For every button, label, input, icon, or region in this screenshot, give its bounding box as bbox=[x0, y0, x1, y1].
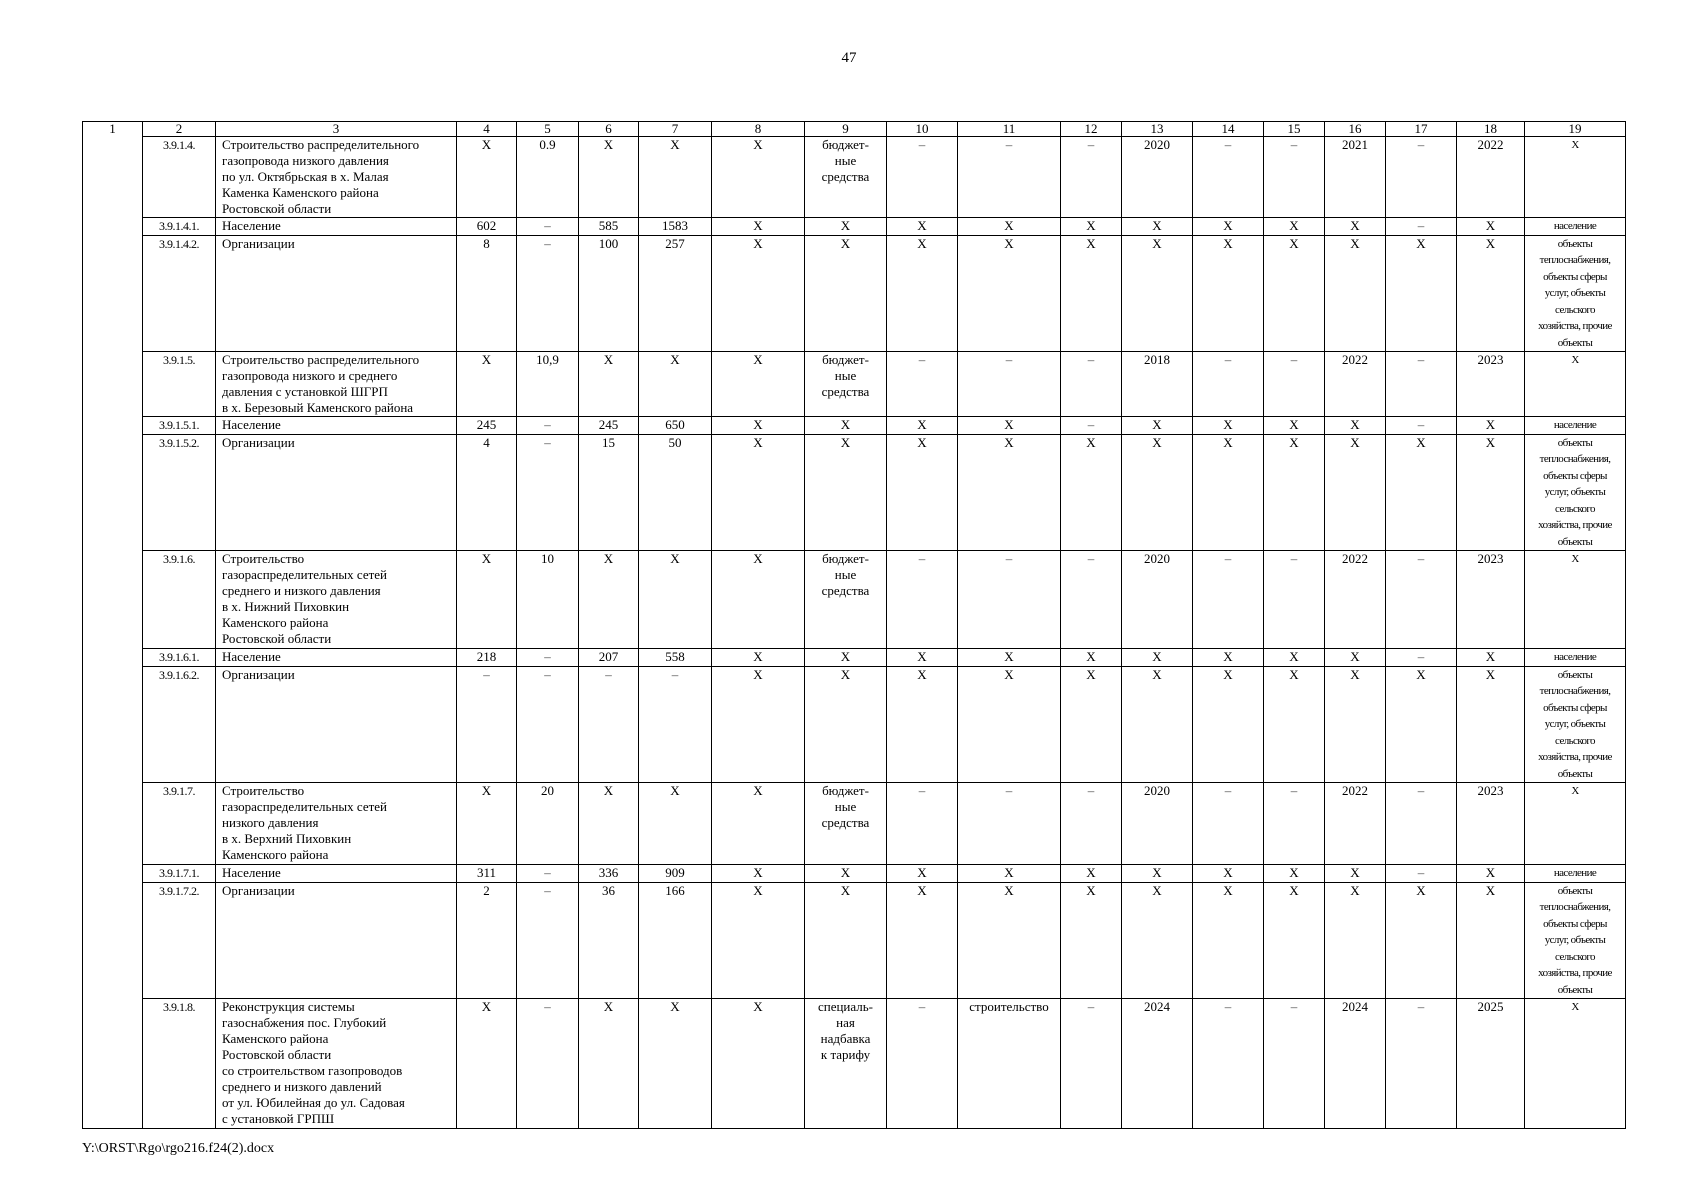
item-name: Реконструкция системы газоснабжения пос. Глубокий Каменского района Ростовской области со строительством газопроводов среднего и низкого давлений от ул. Юбилейная до ул. Садовая с установкой ГРПШ bbox=[216, 999, 457, 1129]
cell-col-15: X bbox=[1264, 865, 1325, 883]
cell-col-5: 10 bbox=[517, 551, 579, 649]
cell-col-4: X bbox=[457, 551, 517, 649]
group-cell bbox=[83, 551, 143, 649]
table-row bbox=[83, 882, 1626, 999]
cell-col-18: X bbox=[1457, 218, 1525, 236]
cell-col-19: население bbox=[1525, 649, 1626, 667]
cell-col-17: – bbox=[1386, 218, 1457, 236]
cell-col-16: 2021 bbox=[1325, 137, 1386, 218]
cell-col-5: 0.9 bbox=[517, 137, 579, 218]
cell-col-9: бюджет- ные средства bbox=[805, 551, 887, 649]
cell-col-16: X bbox=[1325, 649, 1386, 667]
cell-col-13: 2020 bbox=[1122, 551, 1193, 649]
cell-col-11: X bbox=[958, 882, 1061, 999]
cell-col-18: X bbox=[1457, 666, 1525, 783]
cell-col-17: X bbox=[1386, 882, 1457, 999]
cell-col-7: X bbox=[639, 783, 712, 865]
item-code: 3.9.1.5.1. bbox=[143, 417, 216, 435]
cell-col-6: 15 bbox=[579, 434, 639, 551]
group-cell bbox=[83, 352, 143, 417]
cell-col-9: бюджет- ные средства bbox=[805, 783, 887, 865]
cell-col-12: X bbox=[1061, 235, 1122, 352]
table-row bbox=[83, 999, 1626, 1129]
table-row bbox=[83, 865, 1626, 883]
column-number-cell: 4 bbox=[457, 122, 517, 137]
cell-col-9: X bbox=[805, 434, 887, 551]
cell-col-10: X bbox=[887, 666, 958, 783]
cell-col-12: X bbox=[1061, 666, 1122, 783]
cell-col-7: X bbox=[639, 551, 712, 649]
cell-col-14: X bbox=[1193, 666, 1264, 783]
cell-col-11: строительство bbox=[958, 999, 1061, 1129]
column-number-cell: 6 bbox=[579, 122, 639, 137]
cell-col-4: 2 bbox=[457, 882, 517, 999]
cell-col-5: – bbox=[517, 865, 579, 883]
cell-col-7: X bbox=[639, 999, 712, 1129]
cell-col-6: 207 bbox=[579, 649, 639, 667]
cell-col-11: X bbox=[958, 434, 1061, 551]
cell-col-10: X bbox=[887, 649, 958, 667]
cell-col-6: X bbox=[579, 999, 639, 1129]
cell-col-16: X bbox=[1325, 235, 1386, 352]
table-row bbox=[83, 218, 1626, 236]
cell-col-9: X bbox=[805, 865, 887, 883]
column-number-cell: 1 bbox=[83, 122, 143, 137]
cell-col-7: – bbox=[639, 666, 712, 783]
cell-col-18: 2025 bbox=[1457, 999, 1525, 1129]
cell-col-14: X bbox=[1193, 218, 1264, 236]
cell-col-12: X bbox=[1061, 649, 1122, 667]
cell-col-6: 36 bbox=[579, 882, 639, 999]
cell-col-12: X bbox=[1061, 882, 1122, 999]
cell-col-13: X bbox=[1122, 649, 1193, 667]
table-row bbox=[83, 783, 1626, 865]
cell-col-10: X bbox=[887, 865, 958, 883]
cell-col-9: бюджет- ные средства bbox=[805, 137, 887, 218]
cell-col-19: X bbox=[1525, 551, 1626, 649]
cell-col-4: 218 bbox=[457, 649, 517, 667]
cell-col-13: X bbox=[1122, 417, 1193, 435]
column-number-cell: 15 bbox=[1264, 122, 1325, 137]
cell-col-9: X bbox=[805, 666, 887, 783]
cell-col-7: 1583 bbox=[639, 218, 712, 236]
cell-col-5: – bbox=[517, 218, 579, 236]
cell-col-5: – bbox=[517, 434, 579, 551]
cell-col-12: – bbox=[1061, 551, 1122, 649]
cell-col-4: X bbox=[457, 783, 517, 865]
cell-col-11: X bbox=[958, 666, 1061, 783]
cell-col-14: – bbox=[1193, 551, 1264, 649]
column-number-cell: 19 bbox=[1525, 122, 1626, 137]
item-code: 3.9.1.7.1. bbox=[143, 865, 216, 883]
table-row bbox=[83, 235, 1626, 352]
group-cell bbox=[83, 218, 143, 236]
group-cell bbox=[83, 666, 143, 783]
item-code: 3.9.1.4.1. bbox=[143, 218, 216, 236]
cell-col-11: X bbox=[958, 218, 1061, 236]
page-number: 47 bbox=[841, 50, 857, 66]
cell-col-18: X bbox=[1457, 865, 1525, 883]
item-name: Население bbox=[216, 218, 457, 236]
cell-col-8: X bbox=[712, 999, 805, 1129]
cell-col-13: 2024 bbox=[1122, 999, 1193, 1129]
cell-col-17: X bbox=[1386, 235, 1457, 352]
item-name: Население bbox=[216, 649, 457, 667]
cell-col-9: X bbox=[805, 649, 887, 667]
cell-col-16: X bbox=[1325, 666, 1386, 783]
cell-col-16: 2022 bbox=[1325, 783, 1386, 865]
cell-col-19: население bbox=[1525, 218, 1626, 236]
cell-col-14: X bbox=[1193, 417, 1264, 435]
gas-network-table bbox=[82, 121, 1626, 1129]
column-number-cell: 5 bbox=[517, 122, 579, 137]
cell-col-10: X bbox=[887, 235, 958, 352]
cell-col-10: – bbox=[887, 137, 958, 218]
column-number-cell: 16 bbox=[1325, 122, 1386, 137]
group-cell bbox=[83, 649, 143, 667]
cell-col-17: – bbox=[1386, 352, 1457, 417]
cell-col-9: X bbox=[805, 417, 887, 435]
cell-col-10: X bbox=[887, 434, 958, 551]
cell-col-17: – bbox=[1386, 999, 1457, 1129]
item-code: 3.9.1.7.2. bbox=[143, 882, 216, 999]
column-number-cell: 10 bbox=[887, 122, 958, 137]
cell-col-13: 2020 bbox=[1122, 137, 1193, 218]
cell-col-8: X bbox=[712, 783, 805, 865]
column-number-cell: 9 bbox=[805, 122, 887, 137]
cell-col-17: – bbox=[1386, 783, 1457, 865]
cell-col-13: X bbox=[1122, 666, 1193, 783]
cell-col-6: X bbox=[579, 783, 639, 865]
cell-col-13: 2020 bbox=[1122, 783, 1193, 865]
item-name: Организации bbox=[216, 666, 457, 783]
item-name: Строительство газораспределительных сетей среднего и низкого давления в х. Нижний Пиховкин Каменского района Ростовской области bbox=[216, 551, 457, 649]
cell-col-5: – bbox=[517, 649, 579, 667]
cell-col-7: X bbox=[639, 137, 712, 218]
cell-col-19: население bbox=[1525, 417, 1626, 435]
cell-col-18: X bbox=[1457, 434, 1525, 551]
cell-col-5: – bbox=[517, 999, 579, 1129]
cell-col-5: 20 bbox=[517, 783, 579, 865]
cell-col-10: – bbox=[887, 783, 958, 865]
cell-col-19: объекты теплоснабжения, объекты сферы услуг, объекты сельского хозяйства, прочие объекты bbox=[1525, 882, 1626, 999]
cell-col-16: 2022 bbox=[1325, 551, 1386, 649]
column-number-cell: 14 bbox=[1193, 122, 1264, 137]
cell-col-15: – bbox=[1264, 551, 1325, 649]
group-cell bbox=[83, 137, 143, 218]
cell-col-9: X bbox=[805, 218, 887, 236]
cell-col-18: 2023 bbox=[1457, 551, 1525, 649]
cell-col-16: X bbox=[1325, 417, 1386, 435]
item-code: 3.9.1.5. bbox=[143, 352, 216, 417]
cell-col-15: X bbox=[1264, 882, 1325, 999]
cell-col-13: X bbox=[1122, 218, 1193, 236]
cell-col-10: – bbox=[887, 551, 958, 649]
cell-col-11: – bbox=[958, 352, 1061, 417]
cell-col-8: X bbox=[712, 235, 805, 352]
item-name: Организации bbox=[216, 235, 457, 352]
item-code: 3.9.1.6.2. bbox=[143, 666, 216, 783]
table-row bbox=[83, 666, 1626, 783]
cell-col-5: – bbox=[517, 666, 579, 783]
item-code: 3.9.1.4. bbox=[143, 137, 216, 218]
cell-col-19: объекты теплоснабжения, объекты сферы услуг, объекты сельского хозяйства, прочие объекты bbox=[1525, 235, 1626, 352]
cell-col-8: X bbox=[712, 882, 805, 999]
cell-col-8: X bbox=[712, 218, 805, 236]
column-number-row bbox=[83, 122, 1626, 137]
cell-col-9: X bbox=[805, 882, 887, 999]
cell-col-4: 311 bbox=[457, 865, 517, 883]
cell-col-19: X bbox=[1525, 783, 1626, 865]
table-row bbox=[83, 649, 1626, 667]
cell-col-15: – bbox=[1264, 783, 1325, 865]
cell-col-13: X bbox=[1122, 882, 1193, 999]
item-name: Организации bbox=[216, 434, 457, 551]
cell-col-8: X bbox=[712, 551, 805, 649]
cell-col-17: – bbox=[1386, 865, 1457, 883]
cell-col-6: 585 bbox=[579, 218, 639, 236]
cell-col-4: 245 bbox=[457, 417, 517, 435]
cell-col-14: X bbox=[1193, 649, 1264, 667]
cell-col-18: X bbox=[1457, 882, 1525, 999]
item-code: 3.9.1.4.2. bbox=[143, 235, 216, 352]
item-code: 3.9.1.6.1. bbox=[143, 649, 216, 667]
table-row bbox=[83, 137, 1626, 218]
column-number-cell: 7 bbox=[639, 122, 712, 137]
cell-col-9: X bbox=[805, 235, 887, 352]
cell-col-15: – bbox=[1264, 999, 1325, 1129]
cell-col-6: 336 bbox=[579, 865, 639, 883]
group-cell bbox=[83, 865, 143, 883]
cell-col-4: 602 bbox=[457, 218, 517, 236]
item-name: Строительство распределительного газопровода низкого давления по ул. Октябрьская в х. Малая Каменка Каменского района Ростовской области bbox=[216, 137, 457, 218]
footer-file-path: Y:\ORST\Rgo\rgo216.f24(2).docx bbox=[82, 1141, 275, 1156]
cell-col-19: объекты теплоснабжения, объекты сферы услуг, объекты сельского хозяйства, прочие объекты bbox=[1525, 666, 1626, 783]
cell-col-12: – bbox=[1061, 999, 1122, 1129]
cell-col-5: – bbox=[517, 882, 579, 999]
column-number-cell: 12 bbox=[1061, 122, 1122, 137]
item-code: 3.9.1.6. bbox=[143, 551, 216, 649]
cell-col-11: X bbox=[958, 865, 1061, 883]
cell-col-4: 8 bbox=[457, 235, 517, 352]
cell-col-6: 245 bbox=[579, 417, 639, 435]
cell-col-8: X bbox=[712, 865, 805, 883]
cell-col-4: X bbox=[457, 137, 517, 218]
cell-col-6: X bbox=[579, 137, 639, 218]
cell-col-14: – bbox=[1193, 783, 1264, 865]
cell-col-15: – bbox=[1264, 137, 1325, 218]
table-row bbox=[83, 352, 1626, 417]
cell-col-4: X bbox=[457, 999, 517, 1129]
cell-col-7: 257 bbox=[639, 235, 712, 352]
cell-col-11: – bbox=[958, 783, 1061, 865]
group-cell bbox=[83, 434, 143, 551]
cell-col-8: X bbox=[712, 417, 805, 435]
item-code: 3.9.1.8. bbox=[143, 999, 216, 1129]
cell-col-7: X bbox=[639, 352, 712, 417]
cell-col-19: X bbox=[1525, 352, 1626, 417]
cell-col-17: – bbox=[1386, 417, 1457, 435]
cell-col-18: X bbox=[1457, 649, 1525, 667]
cell-col-15: X bbox=[1264, 666, 1325, 783]
group-cell bbox=[83, 235, 143, 352]
column-number-cell: 8 bbox=[712, 122, 805, 137]
cell-col-7: 650 bbox=[639, 417, 712, 435]
cell-col-8: X bbox=[712, 434, 805, 551]
cell-col-17: – bbox=[1386, 551, 1457, 649]
cell-col-7: 50 bbox=[639, 434, 712, 551]
cell-col-6: – bbox=[579, 666, 639, 783]
cell-col-18: 2023 bbox=[1457, 783, 1525, 865]
item-name: Строительство распределительного газопровода низкого и среднего давления с установкой ШГРП в х. Березовый Каменского района bbox=[216, 352, 457, 417]
cell-col-11: – bbox=[958, 137, 1061, 218]
cell-col-15: X bbox=[1264, 235, 1325, 352]
cell-col-14: X bbox=[1193, 434, 1264, 551]
cell-col-14: – bbox=[1193, 999, 1264, 1129]
item-name: Население bbox=[216, 417, 457, 435]
cell-col-15: X bbox=[1264, 434, 1325, 551]
cell-col-10: – bbox=[887, 352, 958, 417]
item-name: Население bbox=[216, 865, 457, 883]
cell-col-9: специаль- ная надбавка к тарифу bbox=[805, 999, 887, 1129]
column-number-cell: 18 bbox=[1457, 122, 1525, 137]
cell-col-12: – bbox=[1061, 137, 1122, 218]
cell-col-17: – bbox=[1386, 649, 1457, 667]
cell-col-7: 909 bbox=[639, 865, 712, 883]
cell-col-19: X bbox=[1525, 999, 1626, 1129]
cell-col-5: – bbox=[517, 235, 579, 352]
cell-col-19: X bbox=[1525, 137, 1626, 218]
cell-col-19: объекты теплоснабжения, объекты сферы услуг, объекты сельского хозяйства, прочие объекты bbox=[1525, 434, 1626, 551]
cell-col-11: X bbox=[958, 235, 1061, 352]
cell-col-12: X bbox=[1061, 434, 1122, 551]
cell-col-5: – bbox=[517, 417, 579, 435]
column-number-cell: 11 bbox=[958, 122, 1061, 137]
cell-col-14: – bbox=[1193, 137, 1264, 218]
cell-col-6: 100 bbox=[579, 235, 639, 352]
cell-col-10: X bbox=[887, 218, 958, 236]
cell-col-15: X bbox=[1264, 649, 1325, 667]
cell-col-10: – bbox=[887, 999, 958, 1129]
cell-col-7: 558 bbox=[639, 649, 712, 667]
cell-col-10: X bbox=[887, 882, 958, 999]
cell-col-4: – bbox=[457, 666, 517, 783]
item-code: 3.9.1.7. bbox=[143, 783, 216, 865]
cell-col-11: – bbox=[958, 551, 1061, 649]
cell-col-11: X bbox=[958, 417, 1061, 435]
cell-col-17: X bbox=[1386, 666, 1457, 783]
cell-col-17: X bbox=[1386, 434, 1457, 551]
cell-col-17: – bbox=[1386, 137, 1457, 218]
cell-col-16: 2024 bbox=[1325, 999, 1386, 1129]
table-row bbox=[83, 434, 1626, 551]
cell-col-16: X bbox=[1325, 218, 1386, 236]
cell-col-12: X bbox=[1061, 865, 1122, 883]
cell-col-16: X bbox=[1325, 865, 1386, 883]
cell-col-15: – bbox=[1264, 352, 1325, 417]
cell-col-18: X bbox=[1457, 235, 1525, 352]
cell-col-18: X bbox=[1457, 417, 1525, 435]
cell-col-15: X bbox=[1264, 218, 1325, 236]
group-cell bbox=[83, 882, 143, 999]
cell-col-5: 10,9 bbox=[517, 352, 579, 417]
item-code: 3.9.1.5.2. bbox=[143, 434, 216, 551]
cell-col-7: 166 bbox=[639, 882, 712, 999]
cell-col-12: – bbox=[1061, 417, 1122, 435]
cell-col-18: 2023 bbox=[1457, 352, 1525, 417]
cell-col-16: X bbox=[1325, 434, 1386, 551]
column-number-cell: 17 bbox=[1386, 122, 1457, 137]
column-number-cell: 13 bbox=[1122, 122, 1193, 137]
cell-col-9: бюджет- ные средства bbox=[805, 352, 887, 417]
cell-col-12: – bbox=[1061, 783, 1122, 865]
item-name: Строительство газораспределительных сетей низкого давления в х. Верхний Пиховкин Каменского района bbox=[216, 783, 457, 865]
cell-col-14: X bbox=[1193, 235, 1264, 352]
cell-col-19: население bbox=[1525, 865, 1626, 883]
group-cell bbox=[83, 999, 143, 1129]
cell-col-18: 2022 bbox=[1457, 137, 1525, 218]
group-cell bbox=[83, 783, 143, 865]
cell-col-14: – bbox=[1193, 352, 1264, 417]
cell-col-12: X bbox=[1061, 218, 1122, 236]
cell-col-8: X bbox=[712, 666, 805, 783]
cell-col-14: X bbox=[1193, 865, 1264, 883]
cell-col-11: X bbox=[958, 649, 1061, 667]
group-cell bbox=[83, 417, 143, 435]
cell-col-14: X bbox=[1193, 882, 1264, 999]
cell-col-8: X bbox=[712, 352, 805, 417]
cell-col-16: 2022 bbox=[1325, 352, 1386, 417]
cell-col-13: X bbox=[1122, 865, 1193, 883]
cell-col-12: – bbox=[1061, 352, 1122, 417]
cell-col-4: X bbox=[457, 352, 517, 417]
cell-col-6: X bbox=[579, 352, 639, 417]
table-row bbox=[83, 417, 1626, 435]
item-name: Организации bbox=[216, 882, 457, 999]
cell-col-13: X bbox=[1122, 235, 1193, 352]
cell-col-6: X bbox=[579, 551, 639, 649]
cell-col-4: 4 bbox=[457, 434, 517, 551]
cell-col-13: X bbox=[1122, 434, 1193, 551]
cell-col-15: X bbox=[1264, 417, 1325, 435]
column-number-cell: 2 bbox=[143, 122, 216, 137]
table-row bbox=[83, 551, 1626, 649]
cell-col-13: 2018 bbox=[1122, 352, 1193, 417]
cell-col-10: X bbox=[887, 417, 958, 435]
cell-col-16: X bbox=[1325, 882, 1386, 999]
cell-col-8: X bbox=[712, 649, 805, 667]
cell-col-8: X bbox=[712, 137, 805, 218]
column-number-cell: 3 bbox=[216, 122, 457, 137]
